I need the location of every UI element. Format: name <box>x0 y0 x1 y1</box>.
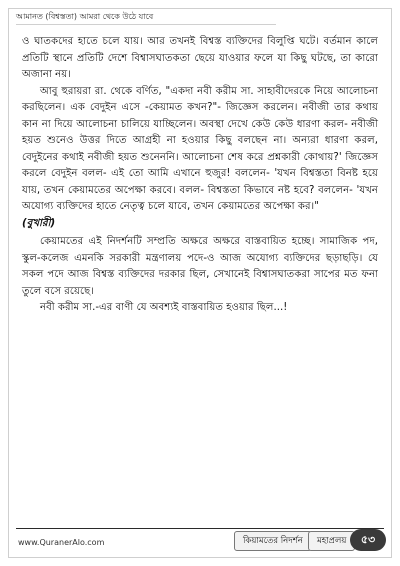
footer-book-title-tab: কিয়ামতের নিদর্শন <box>234 531 312 551</box>
running-header: আমানত (বিশ্বস্ততা) আমরা থেকে উঠে যাবে <box>16 10 276 25</box>
body-text <box>22 34 378 317</box>
footer-divider <box>16 528 384 529</box>
paragraph-hadith: আবু হুরায়রা রা. থেকে বর্ণিত, "একদা নবী করীম সা. সাহাবীদেরকে নিয়ে আলোচনা করছিলেন। এক বেদুইন এসে -কেয়ামত কখন?"- জিজ্ঞেস করলেন। নবীজী তার কথায় কান না দিয়ে আলোচনা চালিয়ে যাচ্ছিলেন। অবস্থা দেখে কেউ কেউ ধারণা করল- নবীজী হয়ত শুনেও উত্তর দিতে আগ্রহী না হওয়ার কিছু বলছেন না। অন্যরা ধারণা করল, বেদুইনের কথাই নবীজী হয়ত শুনেননি। আলোচনা শেষ করে প্রশ্নকারী কোথায়?' জিজ্ঞেস করলে বেদুইন বলল- এই তো আমি এখানে হুজুর! বললেন- 'যখন বিশ্বস্ততা বিনষ্ট হয়ে যায়, তখন কেয়ামতের অপেক্ষা করবে। বলল- বিশ্বস্ততা কিভাবে নষ্ট হবে? বললেন- 'যখন অযোগ্য ব্যক্তিদের হাতে নেতৃত্ব চলে যাবে, তখন কেয়ামতের অপেক্ষা কর।" <box>22 85 378 212</box>
hadith-source: (বুখারী) <box>22 217 56 229</box>
paragraph-3: কেয়ামতের এই নিদর্শনটি সম্প্রতি অক্ষরে অক্ষরে বাস্তবায়িত হচ্ছে। সামাজিক পদ, স্কুল-কলেজ এমনকি সরকারী মন্ত্রণালয় পদে-ও আজ অযোগ্য ব্যক্তিদের ছড়াছড়ি। যে সকল পদে আজ বিশ্বস্ত ব্যক্তিদের দরকার ছিল, সেখানেই বিশ্বাসঘাতকরা সাপের মত ফনা তুলে বসে রয়েছে। <box>22 236 378 297</box>
paragraph-1: ও ঘাতকদের হাতে চলে যায়। আর তখনই বিশ্বস্ত ব্যক্তিদের বিলুপ্তি ঘটে। বর্তমান কালে প্রতিটি স্থানে প্রতিটি দেশে বিশ্বাসঘাতকতা ছেয়ে যাওয়ার ফলে যা কিছু ঘটছে, তা কারো অজানা নয়। <box>22 36 378 80</box>
footer-series-tab: মহাপ্রলয় <box>308 531 355 551</box>
page-number-badge: ৫৩ <box>350 529 386 551</box>
footer-website-link[interactable]: www.QuranerAlo.com <box>18 538 105 547</box>
paragraph-4: নবী করীম সা.-এর বাণী যে অবশ্যই বাস্তবায়িত হওয়ার ছিল...! <box>40 302 288 313</box>
